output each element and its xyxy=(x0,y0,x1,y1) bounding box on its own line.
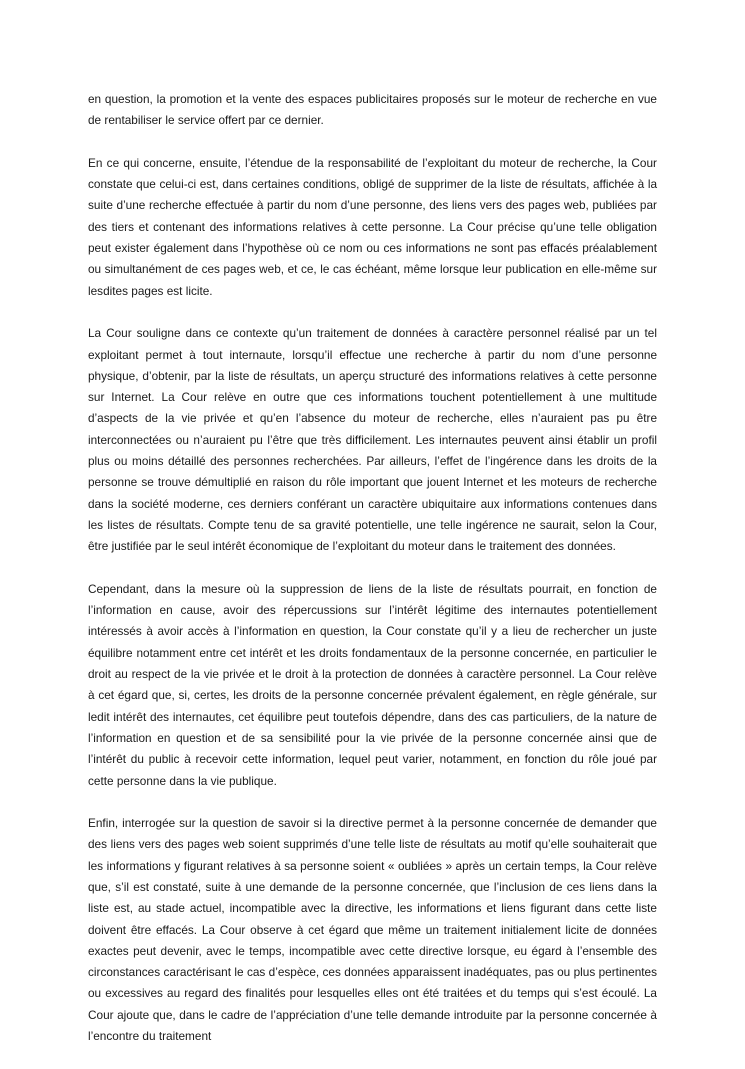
paragraph-1: en question, la promotion et la vente des espaces publicitaires proposés sur le moteur de recherche en vue de rentabiliser le service offert par ce dernier. xyxy=(88,92,657,128)
paragraph-5: Enfin, interrogée sur la question de savoir si la directive permet à la personne concernée de demander que des liens vers des pages web soient supprimés d’une telle liste de résultats au motif qu’elle souhaiterait que les informations y figurant relatives à sa personne soient « oubliées » après un certain temps, la Cour relève que, s’il est constaté, suite à une demande de la personne concernée, que l’inclusion de ces liens dans la liste est, au stade actuel, incompatible avec la directive, les informations et liens figurant dans cette liste doivent être effacés. La Cour observe à cet égard que même un traitement initialement licite de données exactes peut devenir, avec le temps, incompatible avec cette directive lorsque, eu égard à l’ensemble des circonstances caractérisant le cas d’espèce, ces données apparaissent inadéquates, pas ou plus pertinentes ou excessives au regard des finalités pour lesquelles elles ont été traitées et du temps qui s’est écoulé. La Cour ajoute que, dans le cadre de l’appréciation d’une telle demande introduite par la personne concernée à l’encontre du traitement xyxy=(88,816,657,1044)
paragraph-4: Cependant, dans la mesure où la suppression de liens de la liste de résultats pourrait, en fonction de l’information en cause, avoir des répercussions sur l’intérêt légitime des internautes potentiellement intéressés à avoir accès à l’information en question, la Cour constate qu’il y a lieu de rechercher un juste équilibre notamment entre cet intérêt et les droits fondamentaux de la personne concernée, en particulier le droit au respect de la vie privée et le droit à la protection de données à caractère personnel. La Cour relève à cet égard que, si, certes, les droits de la personne concernée prévalent également, en règle générale, sur ledit intérêt des internautes, cet équilibre peut toutefois dépendre, dans des cas particuliers, de la nature de l’information en question et de sa sensibilité pour la vie privée de la personne concernée ainsi que de l’intérêt du public à recevoir cette information, lequel peut varier, notamment, en fonction du rôle joué par cette personne dans la vie publique. xyxy=(88,581,657,788)
document-page xyxy=(88,89,657,1069)
paragraph-3: La Cour souligne dans ce contexte qu’un traitement de données à caractère personnel réalisé par un tel exploitant permet à tout internaute, lorsqu’il effectue une recherche à partir du nom d’une personne physique, d’obtenir, par la liste de résultats, un aperçu structuré des informations relatives à cette personne sur Internet. La Cour relève en outre que ces informations touchent potentiellement à une multitude d’aspects de la vie privée et qu’en l’absence du moteur de recherche, elles n’auraient pas pu être interconnectées ou n’auraient pu l’être que très difficilement. Les internautes peuvent ainsi établir un profil plus ou moins détaillé des personnes recherchées. Par ailleurs, l’effet de l’ingérence dans les droits de la personne se trouve démultiplié en raison du rôle important que jouent Internet et les moteurs de recherche dans la société moderne, ces derniers conférant un caractère ubiquitaire aux informations contenues dans les listes de résultats. Compte tenu de sa gravité potentielle, une telle ingérence ne saurait, selon la Cour, être justifiée par le seul intérêt économique de l’exploitant du moteur dans le traitement des données. xyxy=(88,326,657,554)
paragraph-2: En ce qui concerne, ensuite, l’étendue de la responsabilité de l’exploitant du moteur de recherche, la Cour constate que celui-ci est, dans certaines conditions, obligé de supprimer de la liste de résultats, affichée à la suite d’une recherche effectuée à partir du nom d’une personne, des liens vers des pages web, publiées par des tiers et contenant des informations relatives à cette personne. La Cour précise qu’une telle obligation peut exister également dans l’hypothèse où ce nom ou ces informations ne sont pas effacés préalablement ou simultanément de ces pages web, et ce, le cas échéant, même lorsque leur publication en elle-même sur lesdites pages est licite. xyxy=(88,155,657,298)
